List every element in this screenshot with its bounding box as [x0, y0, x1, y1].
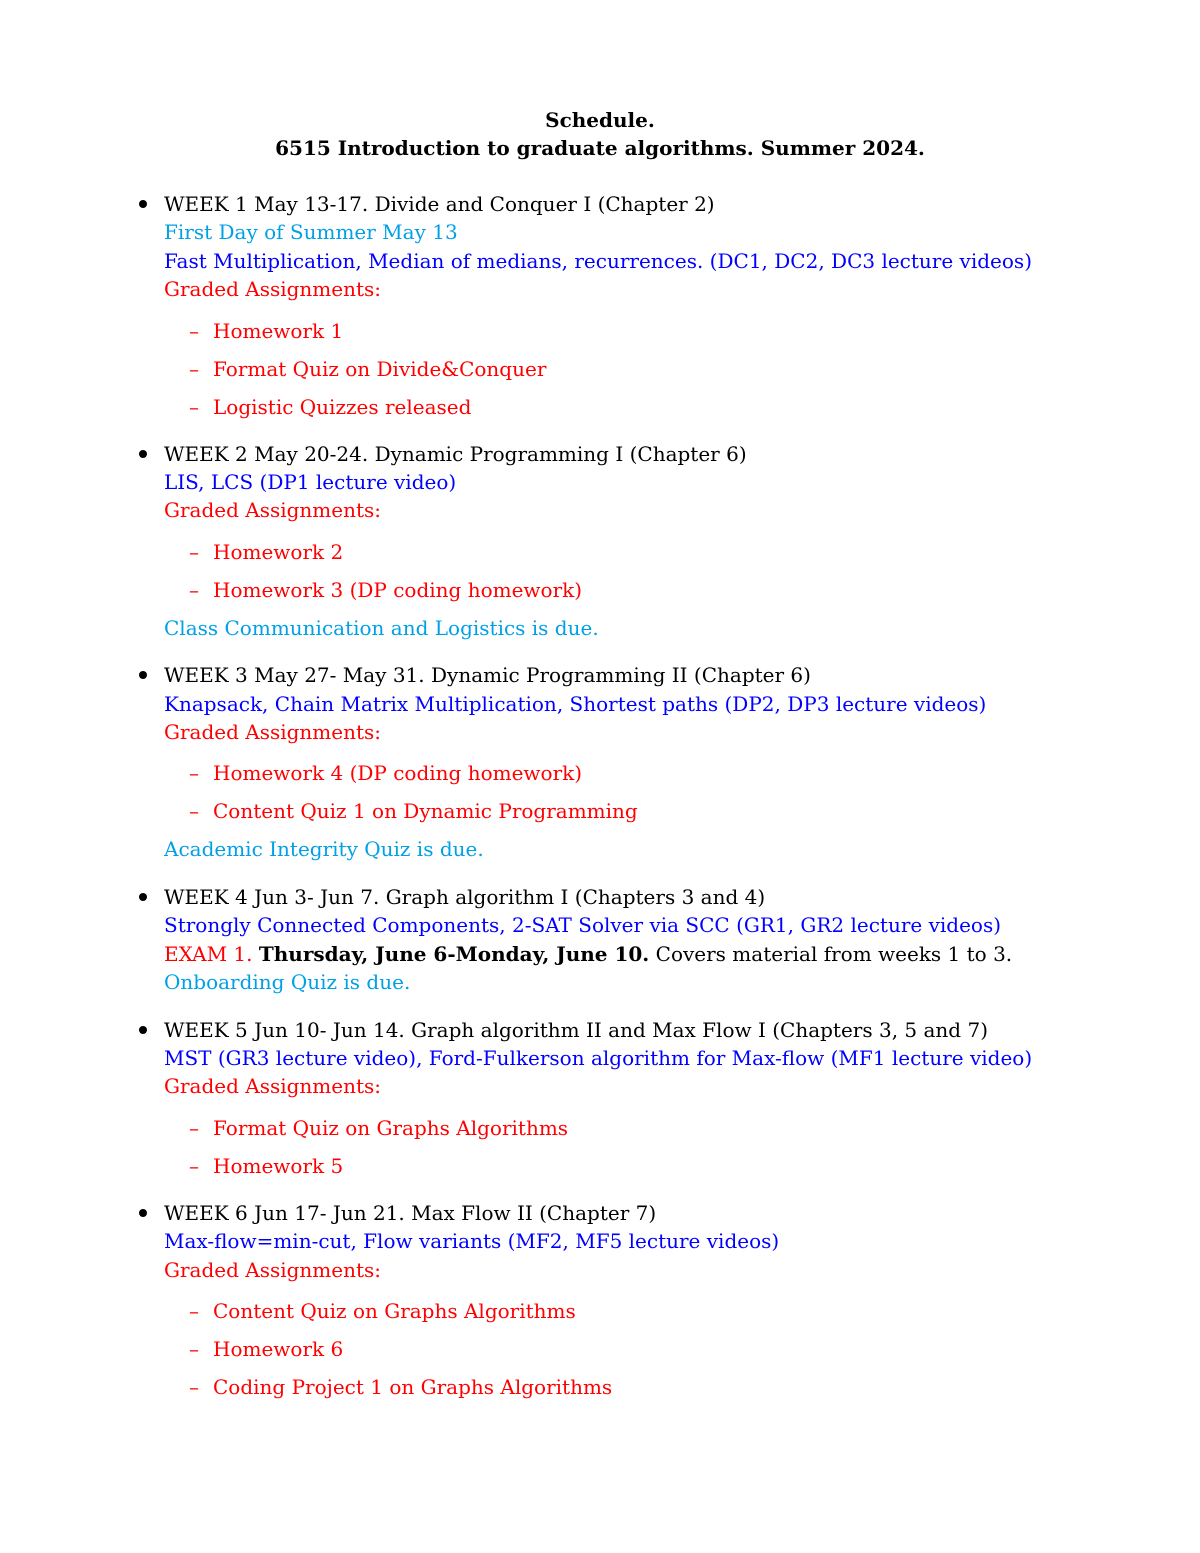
week-3: [0, 661, 1200, 864]
week-2: [0, 440, 1200, 643]
dash-icon: –: [189, 318, 199, 343]
week-4: [0, 883, 1200, 997]
course-title: 6515 Introduction to graduate algorithms. Summer 2024.: [275, 136, 925, 160]
exam-coverage: Covers material from weeks 1 to 3.: [655, 941, 1013, 966]
week-heading: WEEK 6 Jun 17- Jun 21. Max Flow II (Chapter 7): [164, 1200, 657, 1225]
bullet-icon: [139, 671, 147, 679]
week-heading: WEEK 5 Jun 10- Jun 14. Graph algorithm II and Max Flow I (Chapters 3, 5 and 7): [164, 1017, 988, 1042]
dash-icon: –: [189, 356, 199, 381]
bullet-icon: [139, 1209, 147, 1217]
graded-item: – Logistic Quizzes released: [189, 394, 472, 419]
week-6: [0, 1199, 1200, 1401]
graded-list: [164, 759, 1200, 825]
week-topics: MST (GR3 lecture video), Ford-Fulkerson algorithm for Max-flow (MF1 lecture video): [164, 1045, 1033, 1070]
graded-list: [164, 1297, 1200, 1401]
graded-item: – Homework 6: [189, 1336, 344, 1361]
week-heading: WEEK 1 May 13-17. Divide and Conquer I (Chapter 2): [164, 192, 715, 216]
graded-label: Graded Assignments:: [164, 1257, 382, 1282]
document-title: Schedule.: [545, 108, 655, 132]
dash-icon: –: [189, 799, 199, 824]
graded-label: Graded Assignments:: [164, 277, 382, 302]
dash-icon: –: [189, 761, 199, 786]
dash-icon: –: [189, 394, 199, 419]
bullet-icon: [139, 1026, 147, 1034]
dash-icon: –: [189, 1153, 199, 1178]
week-heading: WEEK 3 May 27- May 31. Dynamic Programming II (Chapter 6): [164, 663, 811, 688]
exam-dates: Thursday, June 6-Monday, June 10.: [258, 941, 650, 966]
week-5: [0, 1016, 1200, 1180]
graded-list: [164, 1114, 1200, 1180]
dash-icon: –: [189, 1298, 199, 1323]
week-note: Class Communication and Logistics is due.: [164, 615, 599, 640]
week-special: First Day of Summer May 13: [164, 220, 458, 245]
graded-label: Graded Assignments:: [164, 720, 382, 745]
graded-label: Graded Assignments:: [164, 1074, 382, 1099]
graded-item: – Homework 5: [189, 1153, 344, 1178]
graded-item: – Homework 3 (DP coding homework): [189, 577, 583, 602]
week-list: [0, 190, 1200, 1420]
exam-label: EXAM 1.: [164, 941, 253, 966]
graded-list: [164, 538, 1200, 604]
week-topics: Knapsack, Chain Matrix Multiplication, Shortest paths (DP2, DP3 lecture videos): [164, 691, 987, 716]
week-topics: Strongly Connected Components, 2-SAT Solver via SCC (GR1, GR2 lecture videos): [164, 913, 1002, 938]
week-note: Academic Integrity Quiz is due.: [164, 837, 484, 862]
dash-icon: –: [189, 1115, 199, 1140]
week-topics: Fast Multiplication, Median of medians, recurrences. (DC1, DC2, DC3 lecture videos): [164, 248, 1032, 273]
graded-item: – Homework 1: [189, 318, 344, 343]
graded-item: – Format Quiz on Graphs Algorithms: [189, 1115, 569, 1140]
week-heading: WEEK 2 May 20-24. Dynamic Programming I (Chapter 6): [164, 441, 747, 466]
graded-item: – Homework 2: [189, 539, 344, 564]
dash-icon: –: [189, 1336, 199, 1361]
graded-item: – Format Quiz on Divide&Conquer: [189, 356, 547, 381]
bullet-icon: [139, 200, 147, 208]
bullet-icon: [139, 893, 147, 901]
graded-item: – Homework 4 (DP coding homework): [189, 761, 583, 786]
graded-item: – Content Quiz on Graphs Algorithms: [189, 1298, 576, 1323]
graded-label: Graded Assignments:: [164, 498, 382, 523]
dash-icon: –: [189, 1374, 199, 1399]
dash-icon: –: [189, 577, 199, 602]
dash-icon: –: [189, 539, 199, 564]
graded-list: [164, 317, 1200, 421]
graded-item: – Coding Project 1 on Graphs Algorithms: [189, 1374, 613, 1399]
week-topics: Max-flow=min-cut, Flow variants (MF2, MF5 lecture videos): [164, 1229, 780, 1254]
graded-item: – Content Quiz 1 on Dynamic Programming: [189, 799, 638, 824]
week-topics: LIS, LCS (DP1 lecture video): [164, 470, 457, 495]
week-1: [0, 190, 1200, 421]
week-heading: WEEK 4 Jun 3- Jun 7. Graph algorithm I (Chapters 3 and 4): [164, 884, 766, 909]
exam-line: [164, 940, 1200, 968]
week-note: Onboarding Quiz is due.: [164, 970, 411, 995]
bullet-icon: [139, 450, 147, 458]
title-block: [0, 106, 1200, 162]
